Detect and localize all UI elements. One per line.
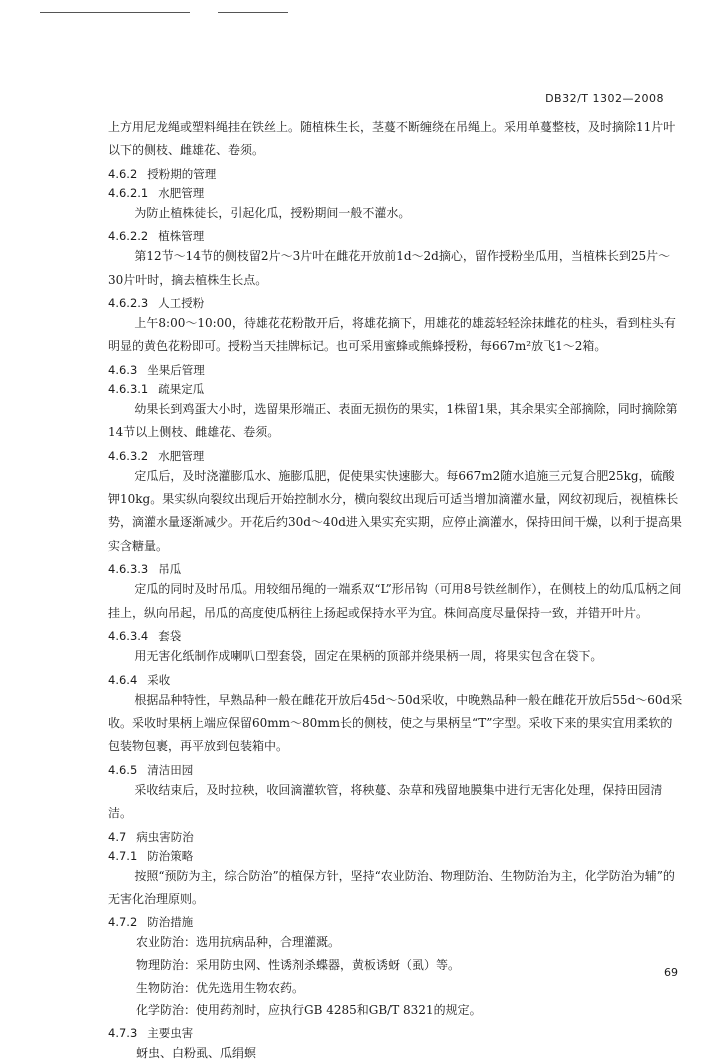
section-number: 4.6.4 bbox=[108, 672, 138, 687]
section-title: 防治措施 bbox=[147, 915, 194, 930]
section-title: 人工授粉 bbox=[158, 296, 205, 311]
paragraph: 按照“预防为主，综合防治”的植保方针，坚持“农业防治、物理防治、生物防治为主，化学防治为辅”的无害化治理原则。 bbox=[108, 868, 675, 906]
section-title: 采收 bbox=[147, 672, 171, 687]
section-number: 4.7 bbox=[108, 829, 127, 844]
section-heading bbox=[108, 228, 684, 244]
paragraph: 第12节～14节的侧枝留2片～3片叶在雌花开放前1d～2d摘心，留作授粉坐瓜用，当植株长到25片～30片叶时，摘去植株生长点。 bbox=[108, 249, 671, 287]
paragraph: 用无害化纸制作成喇叭口型套袋，固定在果柄的顶部并绕果柄一周，将果实包含在袋下。 bbox=[134, 649, 603, 664]
section-number: 4.6.2 bbox=[108, 166, 138, 181]
section-title: 授粉期的管理 bbox=[147, 166, 217, 181]
section-title: 防治策略 bbox=[147, 848, 194, 863]
section-title: 植株管理 bbox=[158, 229, 205, 244]
list-item: 化学防治：使用药剂时，应执行GB 4285和GB/T 8321的规定。 bbox=[136, 1003, 482, 1018]
section-title: 水肥管理 bbox=[158, 185, 205, 200]
section-title: 吊瓜 bbox=[158, 562, 182, 577]
paragraph: 幼果长到鸡蛋大小时，选留果形端正、表面无损伤的果实，1株留1果，其余果实全部摘除，同时摘除第14节以上侧枝、雌雄花、卷须。 bbox=[108, 401, 678, 440]
paragraph: 为防止植株徒长，引起化瓜，授粉期间一般不灌水。 bbox=[134, 205, 411, 220]
section-number: 4.6.2.3 bbox=[108, 296, 149, 311]
section-heading bbox=[108, 561, 684, 577]
section-heading bbox=[108, 166, 684, 182]
list-item: 生物防治：优先选用生物农药。 bbox=[136, 980, 305, 995]
section-heading bbox=[108, 1025, 684, 1041]
section-number: 4.6.3.4 bbox=[108, 629, 149, 644]
section-heading bbox=[108, 829, 684, 845]
section-heading bbox=[108, 848, 684, 864]
section-number: 4.6.2.1 bbox=[108, 185, 149, 200]
section-number: 4.6.3 bbox=[108, 362, 138, 377]
list-item: 物理防治：采用防虫网、性诱剂杀蝶器，黄板诱蚜（虱）等。 bbox=[136, 957, 461, 972]
section-title: 主要虫害 bbox=[147, 1025, 194, 1040]
paragraph: 采收结束后，及时拉秧，收回滴灌软管，将秧蔓、杂草和残留地膜集中进行无害化处理，保持田园清洁。 bbox=[108, 782, 663, 821]
section-number: 4.6.2.2 bbox=[108, 229, 149, 244]
document-code: DB32/T 1302—2008 bbox=[545, 92, 664, 105]
paragraph: 定瓜的同时及时吊瓜。用较细吊绳的一端系双“L”形吊钩（可用8号铁丝制作），在侧枝上的幼瓜瓜柄之间挂上，纵向吊起，吊瓜的高度使瓜柄往上扬起或保持水平为宜。株间高度尽量保持一致，并错开叶片。 bbox=[108, 582, 682, 620]
list-item: 农业防治：选用抗病品种，合理灌溉。 bbox=[136, 935, 341, 950]
section-heading bbox=[108, 362, 684, 378]
document-body bbox=[108, 116, 684, 1064]
scan-edge-marks bbox=[0, 0, 724, 14]
section-number: 4.6.3.1 bbox=[108, 381, 149, 396]
section-heading bbox=[108, 628, 684, 644]
section-title: 坐果后管理 bbox=[147, 362, 205, 377]
paragraph: 上方用尼龙绳或塑料绳挂在铁丝上。随植株生长，茎蔓不断缠绕在吊绳上。采用单蔓整枝，及时摘除11片叶以下的侧枝、雌雄花、卷须。 bbox=[108, 120, 676, 158]
section-heading bbox=[108, 295, 684, 311]
section-heading bbox=[108, 762, 684, 778]
paragraph: 上午8:00～10:00，待雄花花粉散开后，将雄花摘下，用雄花的雄蕊轻轻涂抹雌花的柱头，看到柱头有明显的黄色花粉即可。授粉当天挂牌标记。也可采用蜜蜂或熊蜂授粉，每667m²放飞1～2箱。 bbox=[108, 316, 676, 354]
section-heading bbox=[108, 672, 684, 688]
section-number: 4.6.3.3 bbox=[108, 562, 149, 577]
section-heading bbox=[108, 381, 684, 397]
section-title: 套袋 bbox=[158, 629, 182, 644]
section-heading bbox=[108, 914, 684, 930]
paragraph: 定瓜后，及时浇灌膨瓜水、施膨瓜肥，促使果实快速膨大。每667m2随水追施三元复合肥25kg，硫酸钾10kg。果实纵向裂纹出现后开始控制水分，横向裂纹出现后可适当增加滴灌水量，网纹初现后，视植株长势，滴灌水量逐渐减少。开花后约30d～40d进入果实充实期，应停止滴灌水，保持田间干燥，以利于提高果实含糖量。 bbox=[108, 468, 682, 553]
page-number: 69 bbox=[664, 966, 678, 979]
section-number: 4.6.3.2 bbox=[108, 448, 149, 463]
section-number: 4.7.3 bbox=[108, 1025, 138, 1040]
section-title: 清洁田园 bbox=[147, 762, 194, 777]
section-number: 4.7.1 bbox=[108, 848, 138, 863]
section-title: 病虫害防治 bbox=[136, 829, 194, 844]
paragraph: 根据品种特性，早熟品种一般在雌花开放后45d～50d采收，中晚熟品种一般在雌花开放后55d～60d采收。采收时果柄上端应保留60mm～80mm长的侧枝，使之与果柄呈“T”字型。采收下来的果实宜用柔软的包装物包裹，再平放到包装箱中。 bbox=[108, 692, 683, 754]
section-heading bbox=[108, 448, 684, 464]
section-heading bbox=[108, 185, 684, 201]
section-number: 4.6.5 bbox=[108, 762, 138, 777]
section-number: 4.7.2 bbox=[108, 915, 138, 930]
section-title: 水肥管理 bbox=[158, 448, 205, 463]
section-title: 疏果定瓜 bbox=[158, 381, 205, 396]
list-item: 蚜虫、白粉虱、瓜绢螟 bbox=[136, 1045, 257, 1060]
